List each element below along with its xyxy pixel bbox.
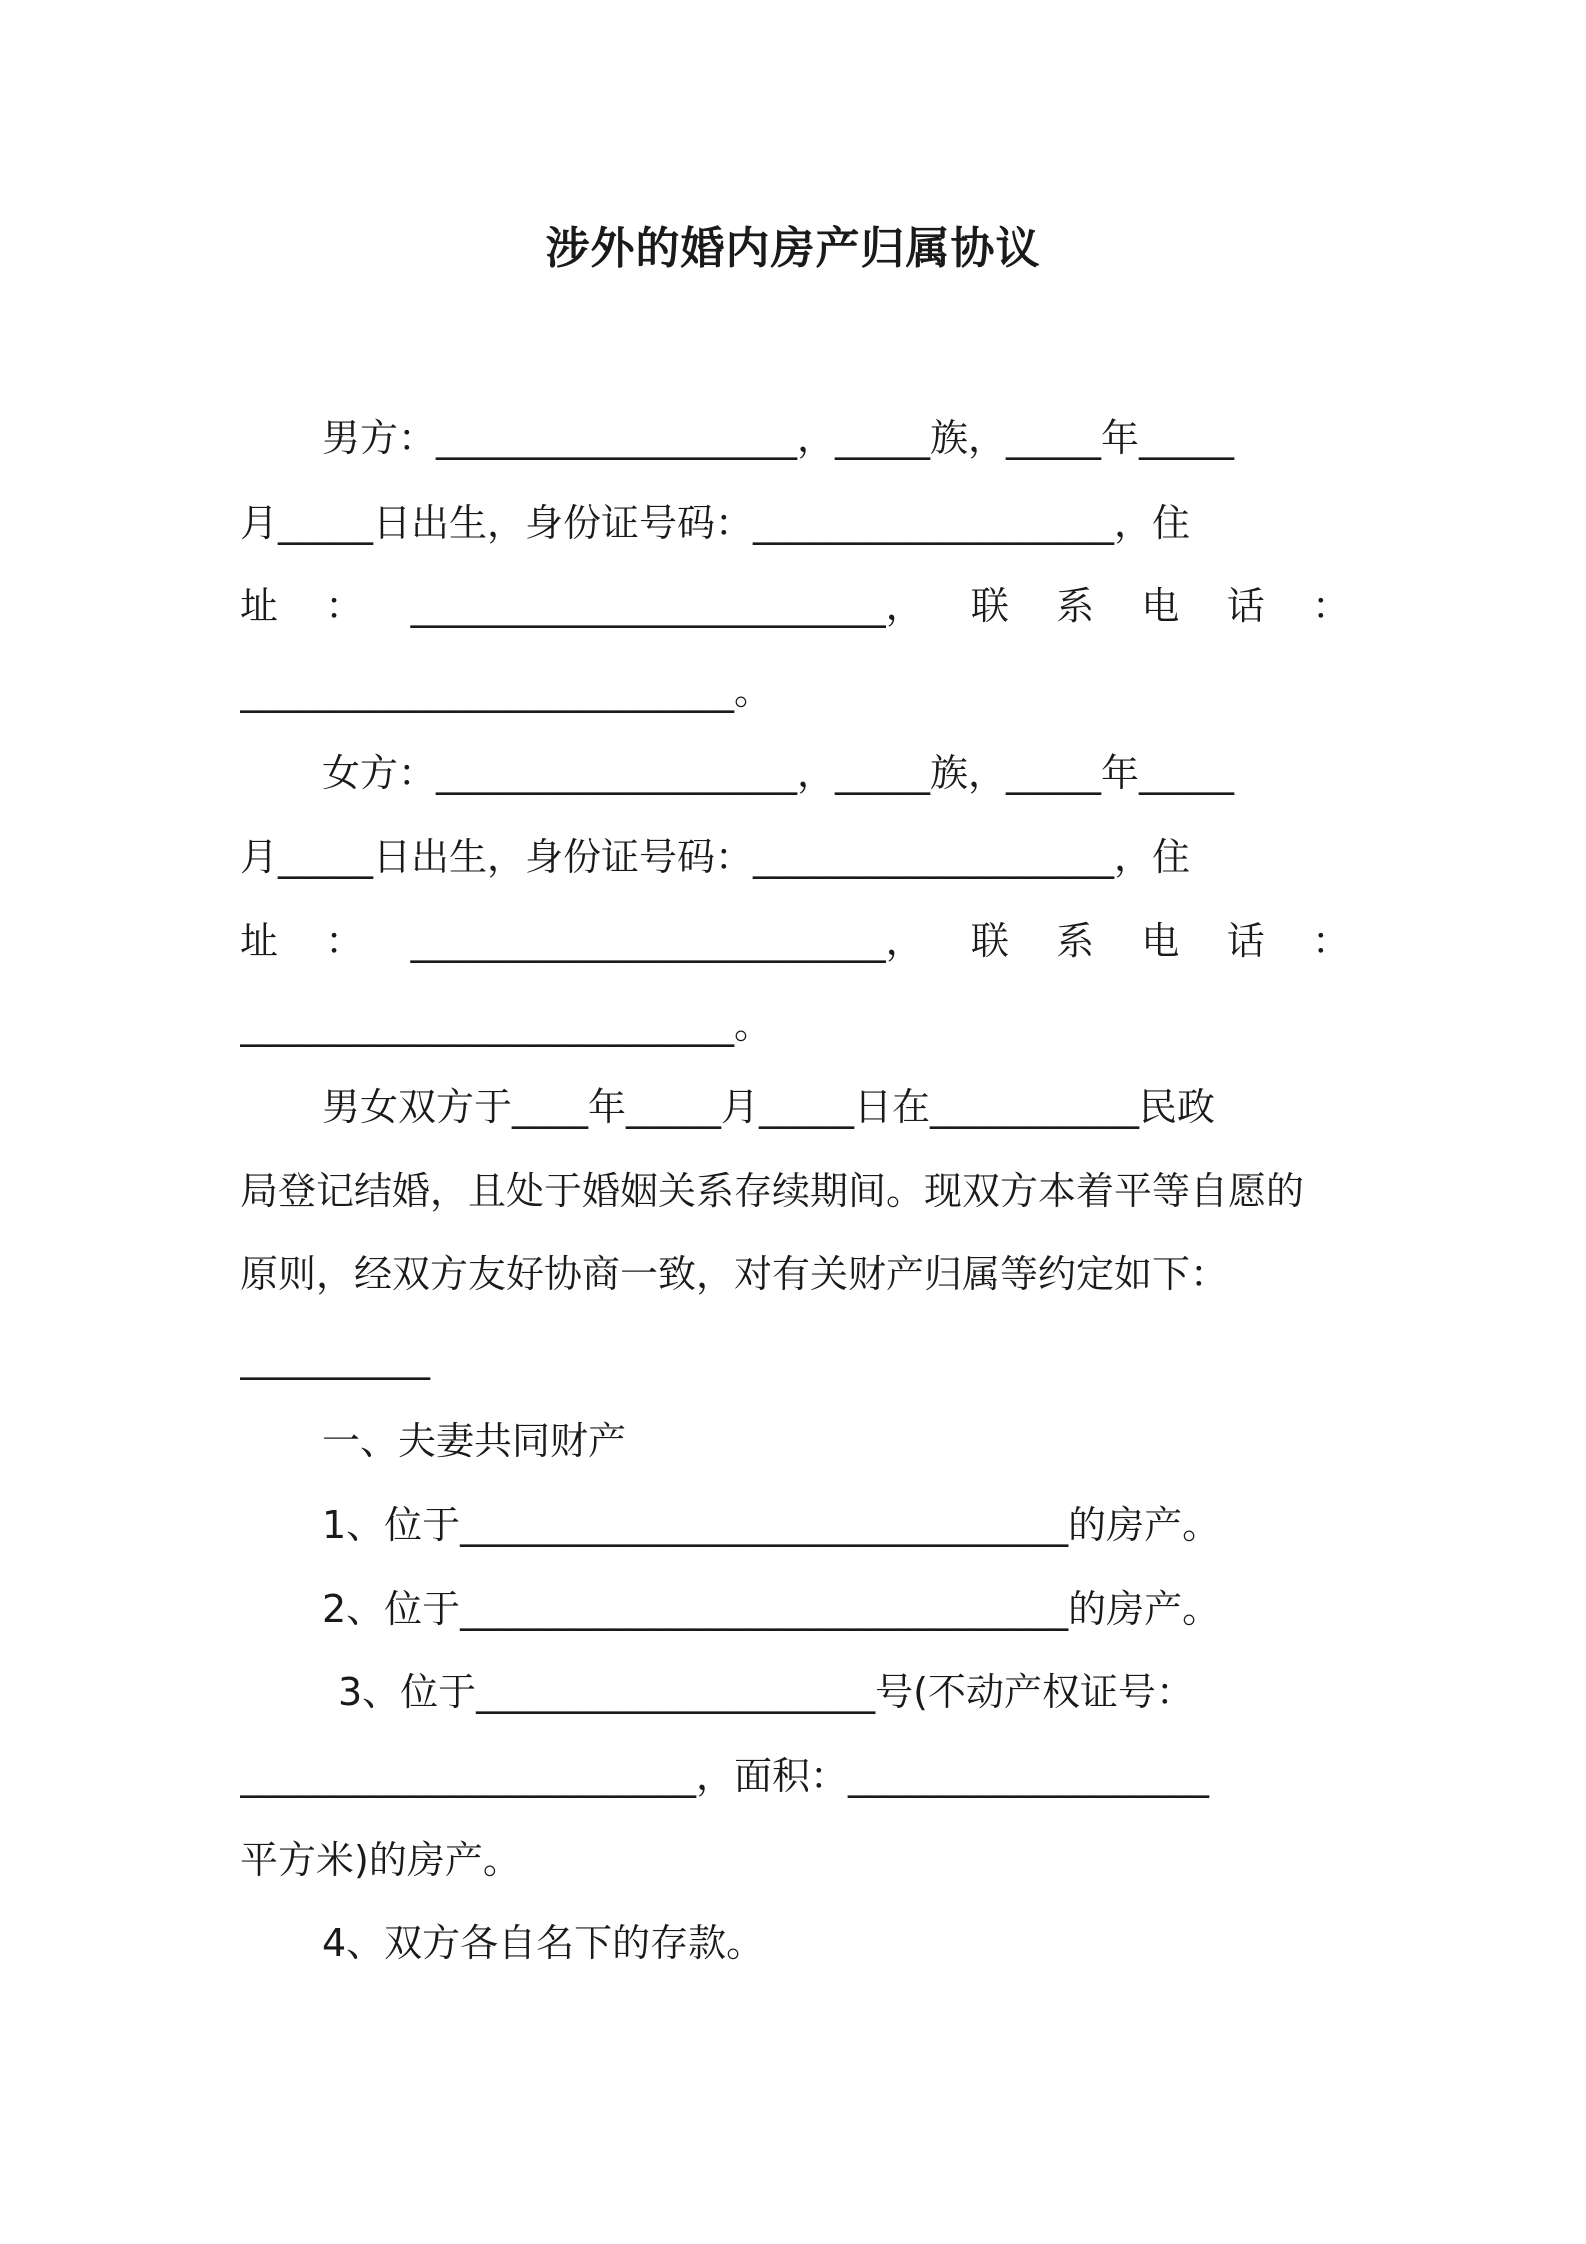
woman-line-4: __________________________。	[240, 1003, 773, 1047]
woman-phone-char-1: 联	[970, 919, 1009, 963]
woman-phone-colon: ：	[1311, 919, 1350, 963]
woman-phone-char-2: 系	[1056, 919, 1095, 963]
man-address-blank: _________________________，	[410, 584, 924, 628]
man-line-4: __________________________。	[240, 669, 773, 713]
man-address-colon: ：	[325, 584, 364, 628]
man-phone-char-4: 话	[1226, 584, 1265, 628]
item-4: 4、双方各自名下的存款。	[322, 1921, 765, 1965]
woman-address-blank: _________________________，	[410, 919, 924, 963]
item-2: 2、位于________________________________的房产。	[322, 1587, 1221, 1631]
woman-line-3	[240, 913, 1350, 969]
man-address-label: 址	[240, 584, 279, 628]
woman-line-2: 月_____日出生，身份证号码：___________________，住	[240, 835, 1191, 879]
section-heading: 一、夫妻共同财产	[322, 1419, 627, 1463]
item-3-line-1: 3、位于_____________________号(不动产权证号：	[338, 1670, 1195, 1714]
intro-line-4: __________	[240, 1336, 430, 1380]
intro-line-3: 原则，经双方友好协商一致，对有关财产归属等约定如下：	[240, 1252, 1229, 1296]
item-1: 1、位于________________________________的房产。	[322, 1503, 1221, 1547]
man-phone-char-1: 联	[970, 584, 1009, 628]
woman-address-colon: ：	[325, 919, 364, 963]
woman-phone-char-3: 电	[1141, 919, 1180, 963]
man-line-2: 月_____日出生，身份证号码：___________________，住	[240, 501, 1191, 545]
item-3-line-3: 平方米)的房产。	[240, 1838, 521, 1882]
item-3-line-2: ________________________，面积：___________________	[240, 1754, 1210, 1798]
man-line-1: 男方：___________________，_____族，_____年_____	[322, 416, 1235, 460]
man-phone-char-2: 系	[1056, 584, 1095, 628]
man-phone-char-3: 电	[1141, 584, 1180, 628]
woman-address-label: 址	[240, 919, 279, 963]
woman-phone-char-4: 话	[1226, 919, 1265, 963]
intro-line-1: 男女双方于____年_____月_____日在___________民政	[322, 1085, 1216, 1129]
document-title: 涉外的婚内房产归属协议	[545, 223, 1041, 274]
man-phone-colon: ：	[1311, 584, 1350, 628]
man-line-3	[240, 578, 1350, 634]
intro-line-2: 局登记结婚，且处于婚姻关系存续期间。现双方本着平等自愿的	[240, 1169, 1305, 1213]
woman-line-1: 女方：___________________，_____族，_____年_____	[322, 751, 1235, 795]
